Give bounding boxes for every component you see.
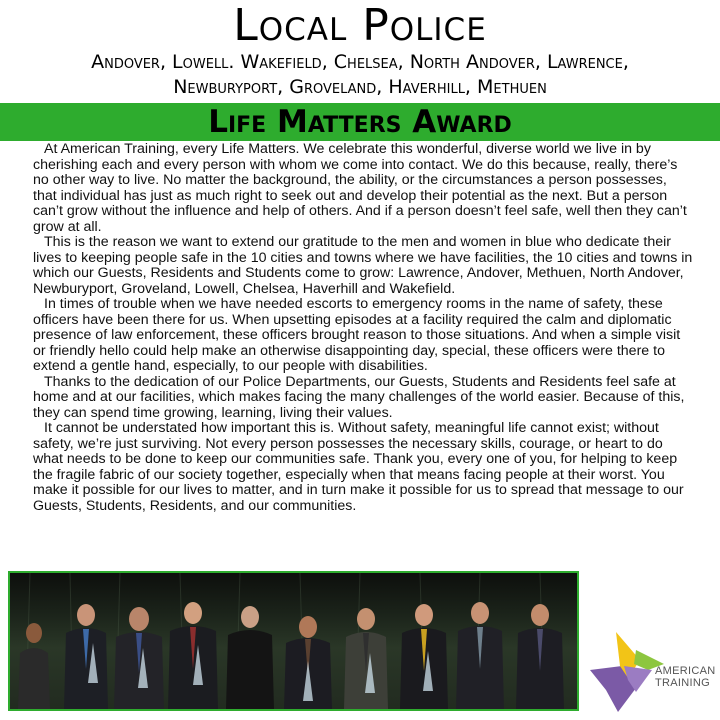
- person: [456, 602, 504, 709]
- group-photo-illustration: [10, 573, 577, 709]
- person: [400, 604, 448, 709]
- paragraph: It cannot be understated how important this is. Without safety, meaningful life cannot exist; without safety, we’re just surviving. Not every person possesses the necessary skills, courage, or heart to do what needs to be done to keep our communities safe. Thank you, every one of you, for helping to keep the fragile fabric of our society together, especially when that means facing people at their worst. You make it possible for our lives to matter, and in turn make it possible for us to spread that message to our Guests, Students, Residents, and our communities.: [33, 420, 684, 514]
- page-title: Local Police: [233, 0, 487, 51]
- cities-list: [0, 50, 720, 100]
- person: [114, 607, 164, 709]
- paragraph: This is the reason we want to extend our gratitude to the men and women in blue who dedicate their lives to keeping people safe in the 10 cities and towns where we have facilities, the 10 cities and towns in which our Guests, Residents and Students come to grow: Lawrence, Andover, Methuen, North Andover, Newburyport, Groveland, Lowell, Chelsea, Haverhill and Wakefield.: [33, 234, 693, 297]
- paragraph: At American Training, every Life Matters. We celebrate this wonderful, diverse world we live in by cherishing each and every person with whom we come into contact. We do this because, really, there’s no other way to live. No matter the background, the ability, or the circumstances a person possesses, that individual has just as much right to seek out and develop their potential as the next. But a person can’t grow without the influence and help of others. And if a person doesn’t feel safe, well then they can’t grow at all.: [33, 141, 687, 235]
- person: [344, 608, 388, 709]
- paragraph: In times of trouble when we have needed escorts to emergency rooms in the name of safety, these officers have been there for us. When upsetting episodes at a facility required the calm and diplomatic presence of law enforcement, these officers brought reason to those situations. And when a simple visit or friendly hello could help make an otherwise disappointing day, special, these officers were there to extend a gentle hand, especially, to our people with disabilities.: [33, 296, 681, 374]
- award-title: Life Matters Award: [208, 104, 512, 140]
- paragraph: Thanks to the dedication of our Police Departments, our Guests, Students and Residents feel safe at home and at our facilities, which makes facing the many challenges of the world easier. Because of this, they can spend time growing, learning, living their values.: [33, 373, 685, 421]
- group-photo: [8, 571, 579, 711]
- cities-line-2: Newburyport, Groveland, Haverhill, Methuen: [173, 76, 547, 98]
- person: [168, 602, 218, 709]
- person: [226, 606, 274, 709]
- logo-line-2: TRAINING: [655, 677, 710, 689]
- award-banner: [0, 103, 720, 141]
- logo-text: [655, 665, 720, 689]
- cities-line-1: Andover, Lowell. Wakefield, Chelsea, North Andover, Lawrence,: [91, 51, 629, 73]
- person: [516, 604, 564, 709]
- award-body: [33, 142, 693, 514]
- person: [18, 623, 50, 709]
- logo-line-1: AMERICAN: [655, 665, 716, 677]
